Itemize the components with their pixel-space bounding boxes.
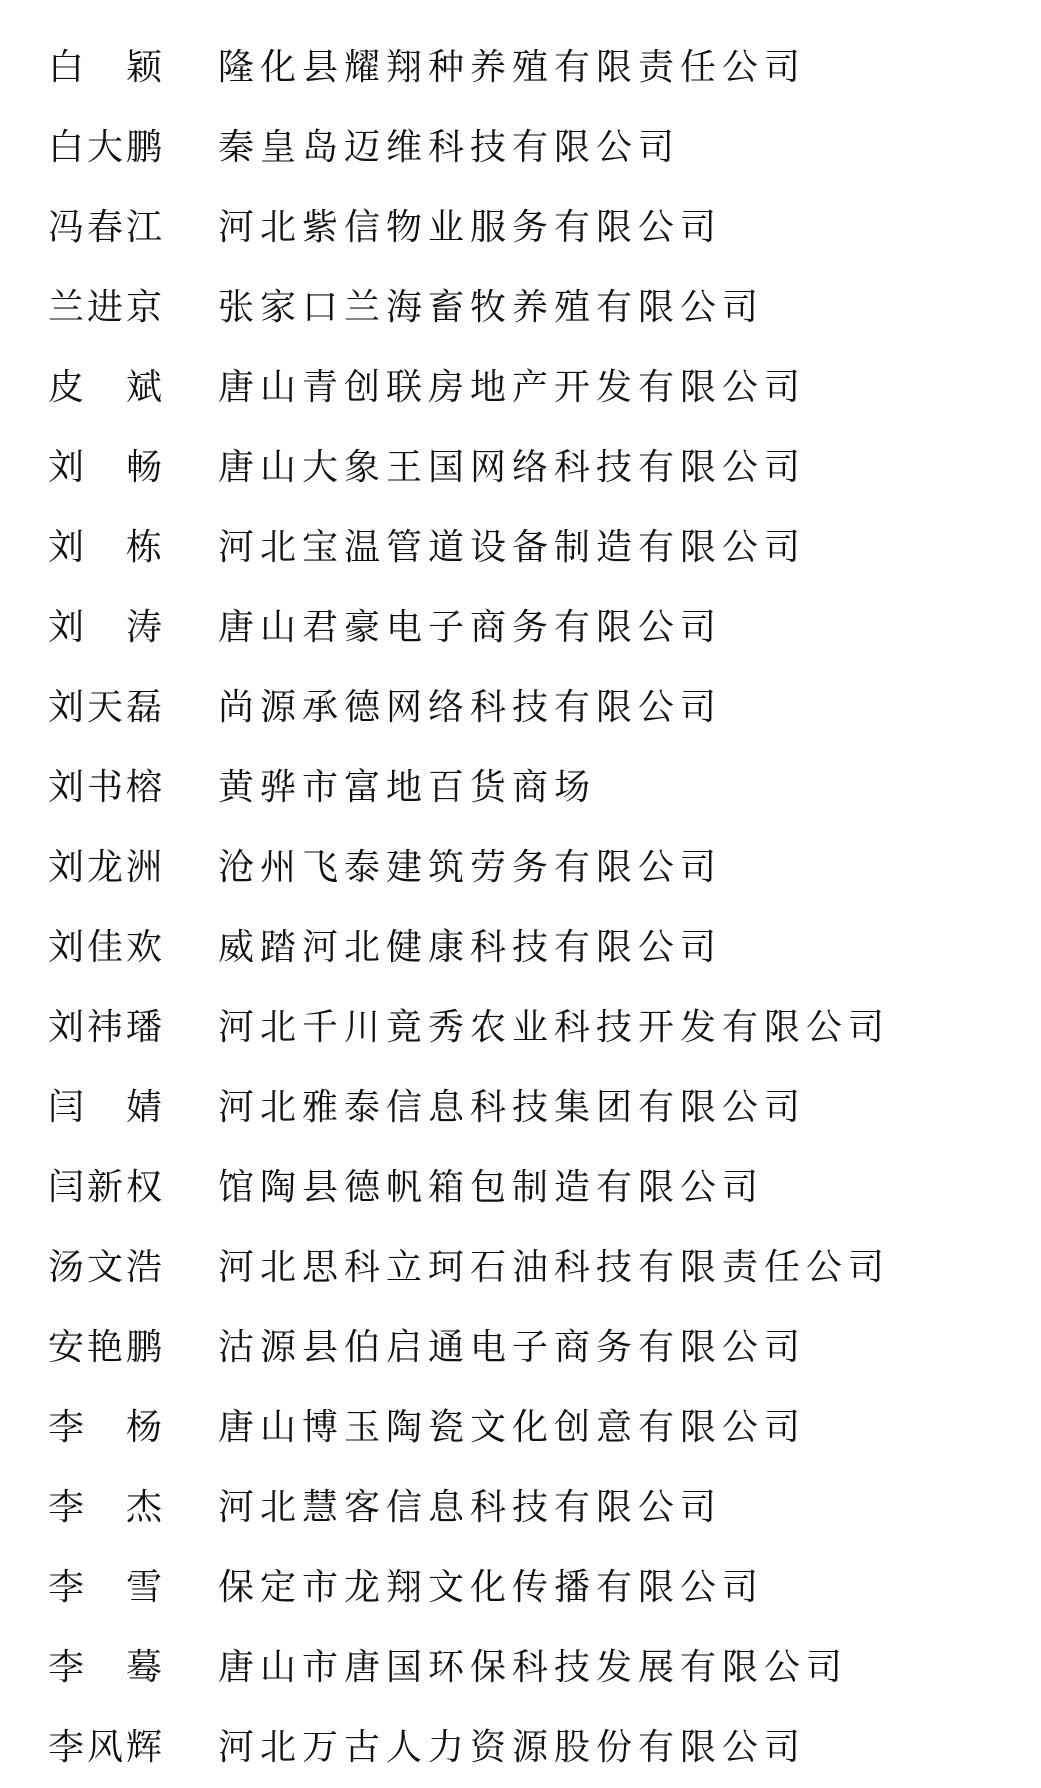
company-name: 唐山君豪电子商务有限公司 [218, 607, 723, 648]
list-item [48, 988, 1008, 1068]
person-name: 刘天磊 [48, 687, 166, 728]
list-item [48, 1708, 1008, 1788]
person-name: 闫新权 [48, 1167, 166, 1208]
person-name: 白大鹏 [48, 127, 166, 168]
company-name: 河北紫信物业服务有限公司 [218, 207, 723, 248]
person-name: 刘佳欢 [48, 927, 166, 968]
list-item [48, 28, 1008, 108]
person-name: 刘书榕 [48, 767, 166, 808]
list-item [48, 1068, 1008, 1148]
list-item [48, 508, 1008, 588]
person-name: 白 颖 [48, 47, 166, 88]
list-item [48, 1628, 1008, 1708]
person-name: 汤文浩 [48, 1247, 166, 1288]
list-item [48, 1388, 1008, 1468]
person-name: 冯春江 [48, 207, 166, 248]
person-name: 李 杰 [48, 1487, 166, 1528]
person-name: 刘祎璠 [48, 1007, 166, 1048]
person-name: 皮 斌 [48, 367, 166, 408]
company-name: 沽源县伯启通电子商务有限公司 [218, 1327, 807, 1368]
company-name: 河北万古人力资源股份有限公司 [218, 1727, 807, 1768]
list-item [48, 1228, 1008, 1308]
list-item [48, 428, 1008, 508]
company-name: 保定市龙翔文化传播有限公司 [218, 1567, 765, 1608]
company-name: 尚源承德网络科技有限公司 [218, 687, 723, 728]
company-name: 唐山市唐国环保科技发展有限公司 [218, 1647, 849, 1688]
list-item [48, 1548, 1008, 1628]
person-name: 李 雪 [48, 1567, 166, 1608]
person-name: 刘 栋 [48, 527, 166, 568]
list-item [48, 668, 1008, 748]
person-name: 兰进京 [48, 287, 166, 328]
list-item [48, 908, 1008, 988]
company-name: 河北慧客信息科技有限公司 [218, 1487, 723, 1528]
list-item [48, 188, 1008, 268]
list-item [48, 588, 1008, 668]
company-name: 威踏河北健康科技有限公司 [218, 927, 723, 968]
list-item [48, 828, 1008, 908]
company-name: 河北思科立珂石油科技有限责任公司 [218, 1247, 891, 1288]
company-name: 黄骅市富地百货商场 [218, 767, 597, 808]
company-name: 隆化县耀翔种养殖有限责任公司 [218, 47, 807, 88]
company-name: 张家口兰海畜牧养殖有限公司 [218, 287, 765, 328]
name-company-list [48, 28, 1008, 1788]
company-name: 河北宝温管道设备制造有限公司 [218, 527, 807, 568]
company-name: 唐山青创联房地产开发有限公司 [218, 367, 807, 408]
list-item [48, 1308, 1008, 1388]
person-name: 刘龙洲 [48, 847, 166, 888]
list-item [48, 108, 1008, 188]
person-name: 安艳鹏 [48, 1327, 166, 1368]
list-item [48, 1468, 1008, 1548]
company-name: 馆陶县德帆箱包制造有限公司 [218, 1167, 765, 1208]
company-name: 秦皇岛迈维科技有限公司 [218, 127, 681, 168]
company-name: 唐山大象王国网络科技有限公司 [218, 447, 807, 488]
company-name: 河北千川竟秀农业科技开发有限公司 [218, 1007, 891, 1048]
person-name: 刘 涛 [48, 607, 166, 648]
company-name: 唐山博玉陶瓷文化创意有限公司 [218, 1407, 807, 1448]
person-name: 李 杨 [48, 1407, 166, 1448]
person-name: 李 蓦 [48, 1647, 166, 1688]
list-item [48, 348, 1008, 428]
company-name: 河北雅泰信息科技集团有限公司 [218, 1087, 807, 1128]
company-name: 沧州飞泰建筑劳务有限公司 [218, 847, 723, 888]
list-item [48, 268, 1008, 348]
list-item [48, 748, 1008, 828]
person-name: 闫 婧 [48, 1087, 166, 1128]
person-name: 刘 畅 [48, 447, 166, 488]
list-item [48, 1148, 1008, 1228]
person-name: 李风辉 [48, 1727, 166, 1768]
